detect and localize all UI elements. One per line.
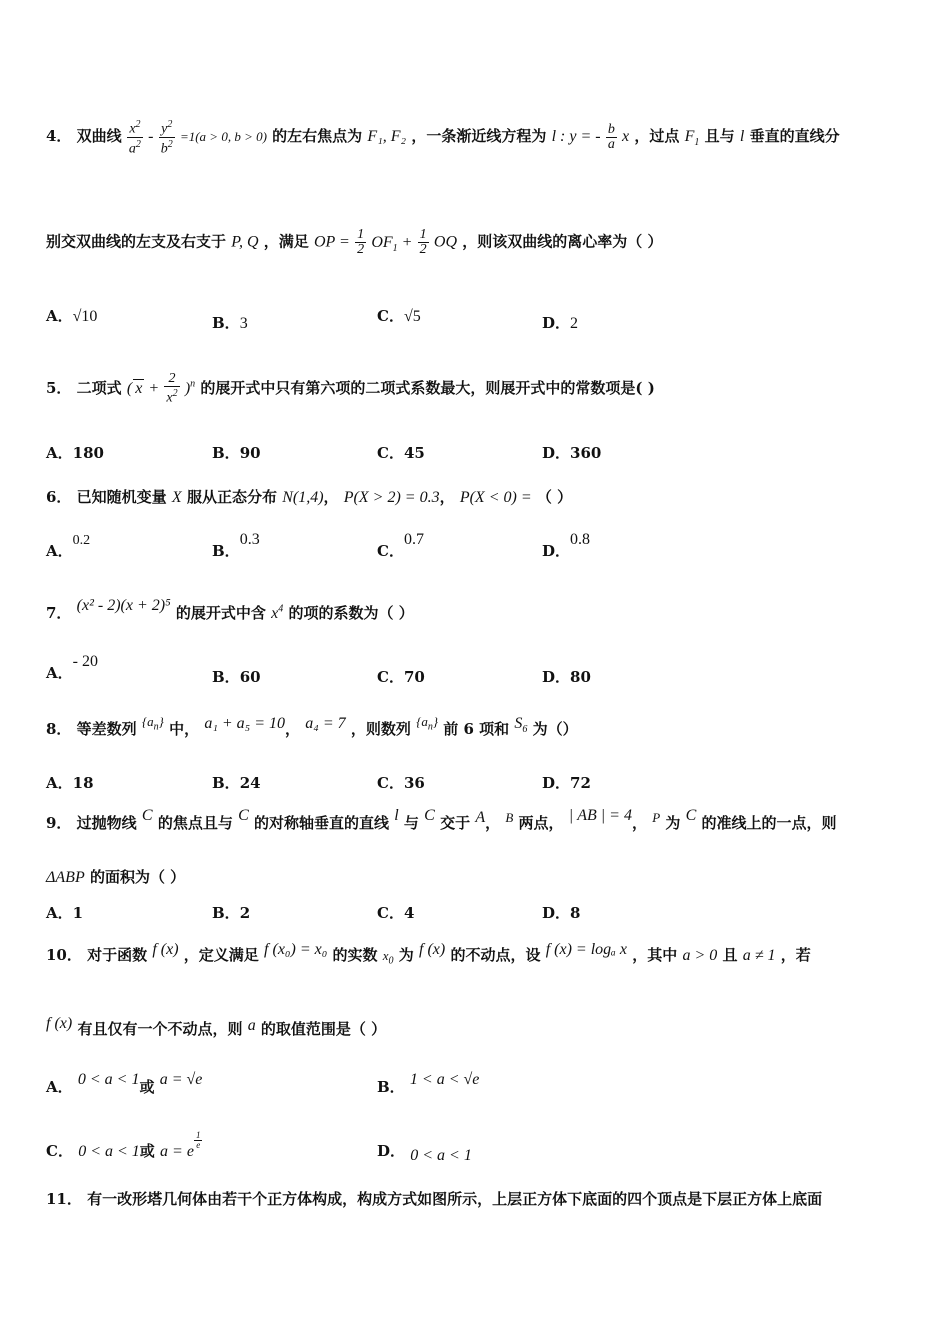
q10-text: 有且仅有一个不动点，则 [77, 1020, 243, 1038]
minus-sign: - [148, 128, 154, 146]
option-value: 0.3 [239, 531, 260, 548]
q6-option-a [46, 533, 91, 561]
q4-equation: =1(a > 0, b > 0) [179, 129, 267, 145]
q7-expression: (x² - 2)(x + 2)⁵ [76, 597, 171, 614]
q4-text: ，则该双曲线的离心率为（ ） [462, 232, 663, 251]
frac-1-2: $\frac{1}{2}$ [357, 227, 365, 257]
q9-text: 两点， [518, 814, 564, 832]
q7-number: 7． [46, 604, 72, 622]
q8-condition-1: a₁ + a₅ = 10 [204, 715, 286, 732]
q9-text: 过抛物线 [76, 814, 137, 832]
q10-option-b [377, 1071, 480, 1097]
option-label: C． [46, 1142, 73, 1160]
q7-option-d [542, 666, 591, 687]
q6-text: 已知随机变量 [76, 488, 167, 506]
option-label: A． [46, 444, 73, 462]
comma: ， [285, 720, 301, 738]
comma: ， [485, 814, 501, 832]
q8-option-b [212, 772, 261, 793]
vector-of1: $OF_1$ + [371, 233, 413, 254]
option-value: 8 [570, 904, 581, 922]
exponent-1-over-e: $\frac{1}{e}$ [195, 1129, 201, 1150]
q9-line1 [46, 807, 837, 833]
q8-option-c [377, 772, 425, 793]
option-label: B． [212, 774, 240, 792]
q8-text: 前 6 项和 [443, 720, 510, 738]
x4-term: $x^4$ [271, 603, 284, 622]
q11-number: 11． [46, 1190, 82, 1208]
var-c: C [424, 807, 435, 824]
q4-number: 4． [46, 127, 72, 146]
q10-text: 的取值范围是（ ） [260, 1020, 387, 1038]
q5-line [46, 372, 655, 406]
q4-option-c [377, 305, 421, 326]
var-l: l [739, 128, 745, 146]
log-function: f (x) = logₐ x [545, 941, 627, 958]
var-x: X [171, 489, 182, 506]
vector-equation: OP = [314, 233, 350, 251]
q9-option-b [212, 902, 250, 923]
q4-option-b [212, 312, 248, 333]
option-extra: a = √e [159, 1071, 203, 1088]
var-c: C [141, 807, 153, 824]
q10-text: 为 [398, 946, 414, 964]
q9-text: 交于 [440, 814, 471, 832]
sequence-an: $\{a_n\}$ [141, 714, 164, 733]
option-label: C． [377, 444, 404, 462]
option-value: 4 [403, 904, 415, 922]
q5-number: 5． [46, 378, 72, 397]
q6-text: （ ） [536, 488, 573, 506]
option-label: B． [212, 444, 240, 462]
frac-2-x2: $\frac{2}{x^2}$ [166, 371, 178, 406]
option-value: 2 [239, 904, 251, 922]
function-fx: f (x) [152, 941, 179, 958]
q7-option-b [212, 666, 261, 687]
option-value: 24 [239, 774, 261, 792]
comma: ， [439, 488, 455, 506]
q4-foci: F₁, F₂ [367, 128, 407, 146]
q10-option-d [377, 1140, 472, 1164]
q8-number: 8． [46, 720, 72, 738]
option-label: C． [377, 307, 404, 325]
option-label: C． [377, 668, 404, 686]
q4-points: P, Q [231, 233, 259, 251]
q9-option-d [542, 902, 580, 923]
q4-text: 垂直的直线分 [749, 127, 840, 146]
option-value: 1 [72, 904, 84, 922]
q8-text: 中， [169, 720, 200, 738]
q10-line1 [46, 941, 811, 967]
q4-line1 [46, 118, 840, 156]
option-value: 1 < a < √e [409, 1071, 480, 1088]
normal-distribution: N(1,4) [282, 489, 324, 506]
q4-text: 别交双曲线的左支及右支于 [46, 232, 227, 251]
var-x: x [622, 128, 630, 146]
triangle-abp: ΔABP [46, 869, 85, 886]
q4-option-a [46, 305, 97, 326]
q9-text: 的对称轴垂直的直线 [253, 814, 389, 832]
comma: ， [323, 488, 339, 506]
q9-option-c [377, 902, 414, 923]
q8-option-d [542, 772, 591, 793]
q8-text: 为（） [532, 720, 578, 738]
q4-text: ，过点 [634, 127, 680, 146]
q5-option-d [542, 442, 601, 463]
option-value: 180 [72, 444, 104, 462]
option-label: B． [212, 542, 240, 560]
q4-text: ，满足 [263, 232, 309, 251]
q4-text: 双曲线 [76, 127, 122, 146]
option-extra: a = e [160, 1143, 194, 1160]
option-value: 0.7 [403, 531, 424, 548]
q10-option-c [46, 1129, 202, 1162]
option-value: 2 [570, 315, 579, 332]
q7-text: 的展开式中含 [175, 604, 266, 622]
q10-text: ，其中 [632, 946, 678, 964]
q11-line [46, 1188, 822, 1209]
q9-ab-length: | AB | = 4 [568, 807, 632, 824]
option-value: 90 [239, 444, 261, 462]
var-a: A [475, 809, 486, 826]
var-a: a [247, 1017, 256, 1034]
q5-option-b [212, 442, 261, 463]
or-text: 或 [139, 1078, 155, 1096]
q4-line2 [46, 228, 662, 257]
var-c: C [238, 807, 249, 824]
q9-number: 9． [46, 814, 72, 832]
option-value: 18 [72, 774, 94, 792]
vector-oq: OQ [433, 233, 458, 251]
or-text: 或 [139, 1142, 155, 1160]
q5-text: 二项式 [76, 378, 122, 397]
option-value: 360 [570, 444, 602, 462]
q5-option-a [46, 442, 104, 463]
option-label: C． [377, 904, 404, 922]
option-label: B． [212, 314, 240, 332]
condition-a-positive: a > 0 [682, 947, 718, 964]
q8-condition-2: a₄ = 7 [305, 715, 346, 732]
var-c: C [685, 807, 697, 824]
q9-text: 的准线上的一点，则 [701, 814, 837, 832]
q6-line [46, 486, 572, 507]
option-value: 80 [570, 668, 591, 686]
option-label: D． [377, 1142, 406, 1160]
q7-line [46, 597, 414, 623]
q7-option-c [377, 666, 425, 687]
q7-text: 的项的系数为（ ） [288, 604, 414, 622]
var-l: l [394, 807, 399, 824]
option-label: D． [542, 774, 571, 792]
frac-b-a: $\frac{b}{a}$ [607, 121, 615, 152]
sum-s6: $S_6$ [514, 715, 528, 736]
option-value: 60 [239, 668, 261, 686]
q10-text: 且 [722, 946, 738, 964]
q10-text: ，若 [780, 946, 811, 964]
q10-text: 的实数 [332, 946, 378, 964]
frac-1-2: $\frac{1}{2}$ [419, 227, 427, 257]
option-label: A． [46, 307, 73, 325]
option-value: 3 [239, 315, 248, 332]
option-label: D． [542, 904, 571, 922]
q8-text: ，则数列 [350, 720, 411, 738]
option-label: B． [212, 904, 240, 922]
option-label: D． [542, 668, 571, 686]
var-x0: $x_0$ [382, 948, 394, 967]
q6-text: 服从正态分布 [186, 488, 277, 506]
option-label: C． [377, 774, 404, 792]
q10-option-a [46, 1071, 203, 1097]
q4-text: 的左右焦点为 [272, 127, 363, 146]
option-value: 0 < a < 1 [410, 1147, 472, 1164]
q7-option-a [46, 653, 98, 683]
comma: ， [631, 814, 647, 832]
q9-text: 为 [665, 814, 681, 832]
option-value: √10 [72, 308, 98, 325]
q4-text: ，一条渐近线方程为 [411, 127, 547, 146]
frac-x2-a2: $\frac{x^2}{a^2}$ [128, 119, 141, 157]
q4-option-d [542, 312, 578, 333]
q8-text: 等差数列 [76, 720, 137, 738]
option-value: 0.2 [72, 533, 91, 548]
option-value: 0.8 [570, 531, 591, 548]
var-f1: $F_1$ [684, 128, 700, 149]
q10-text: 的不动点，设 [450, 946, 541, 964]
option-label: B． [377, 1078, 405, 1096]
q6-option-d [542, 531, 591, 561]
probability-2: P(X < 0) = [459, 489, 532, 506]
option-label: A． [46, 904, 73, 922]
q10-text: 对于函数 [87, 946, 148, 964]
q6-option-b [212, 531, 260, 561]
fixed-point-equation: f (x₀) = x₀ [264, 941, 328, 958]
option-value: 0 < a < 1 [78, 1143, 140, 1160]
q6-number: 6． [46, 488, 72, 506]
q11-text: 有一改形塔几何体由若干个正方体构成，构成方式如图所示，上层正方体下底面的四个顶点是下层正方体上底面 [87, 1190, 823, 1208]
option-value: 0 < a < 1 [77, 1071, 140, 1088]
q8-option-a [46, 772, 94, 793]
q9-text: 的面积为（ ） [89, 868, 186, 886]
option-value: 70 [403, 668, 425, 686]
option-label: D． [542, 444, 571, 462]
function-fx: f (x) [419, 941, 446, 958]
condition-a-not-one: a ≠ 1 [742, 947, 776, 964]
q4-asymptote: l : y = - [551, 128, 601, 146]
q4-text: 且与 [704, 127, 735, 146]
option-value: 45 [403, 444, 425, 462]
option-value: 72 [570, 774, 591, 792]
power-n: )$^n$ [184, 378, 196, 397]
q6-option-c [377, 531, 424, 561]
q10-text: ，定义满足 [183, 946, 259, 964]
sequence-an: $\{a_n\}$ [416, 714, 439, 733]
option-value: √5 [403, 308, 421, 325]
q9-text: 的焦点且与 [157, 814, 233, 832]
option-label: D． [542, 314, 571, 332]
option-label: A． [46, 1078, 73, 1096]
option-label: A． [46, 664, 73, 682]
q10-line2 [46, 1015, 387, 1039]
var-p: P [652, 810, 661, 825]
q9-line2 [46, 866, 185, 887]
q8-line [46, 714, 578, 741]
q9-option-a [46, 902, 83, 923]
option-label: C． [377, 542, 404, 560]
probability-1: P(X > 2) = 0.3 [343, 489, 440, 506]
option-label: A． [46, 774, 73, 792]
option-label: D． [542, 542, 571, 560]
q9-text: 与 [403, 814, 419, 832]
q10-number: 10． [46, 946, 82, 964]
q5-option-c [377, 442, 425, 463]
option-label: A． [46, 542, 73, 560]
option-label: B． [212, 668, 240, 686]
var-b: B [505, 810, 514, 825]
q5-text: 的展开式中只有第六项的二项式系数最大，则展开式中的常数项是( ) [200, 378, 655, 397]
option-value: 36 [403, 774, 425, 792]
frac-y2-b2: $\frac{y^2}{b^2}$ [160, 119, 173, 157]
function-fx: f (x) [46, 1015, 73, 1032]
binomial-expression: ( x + [126, 379, 160, 397]
option-value: - 20 [72, 653, 98, 670]
